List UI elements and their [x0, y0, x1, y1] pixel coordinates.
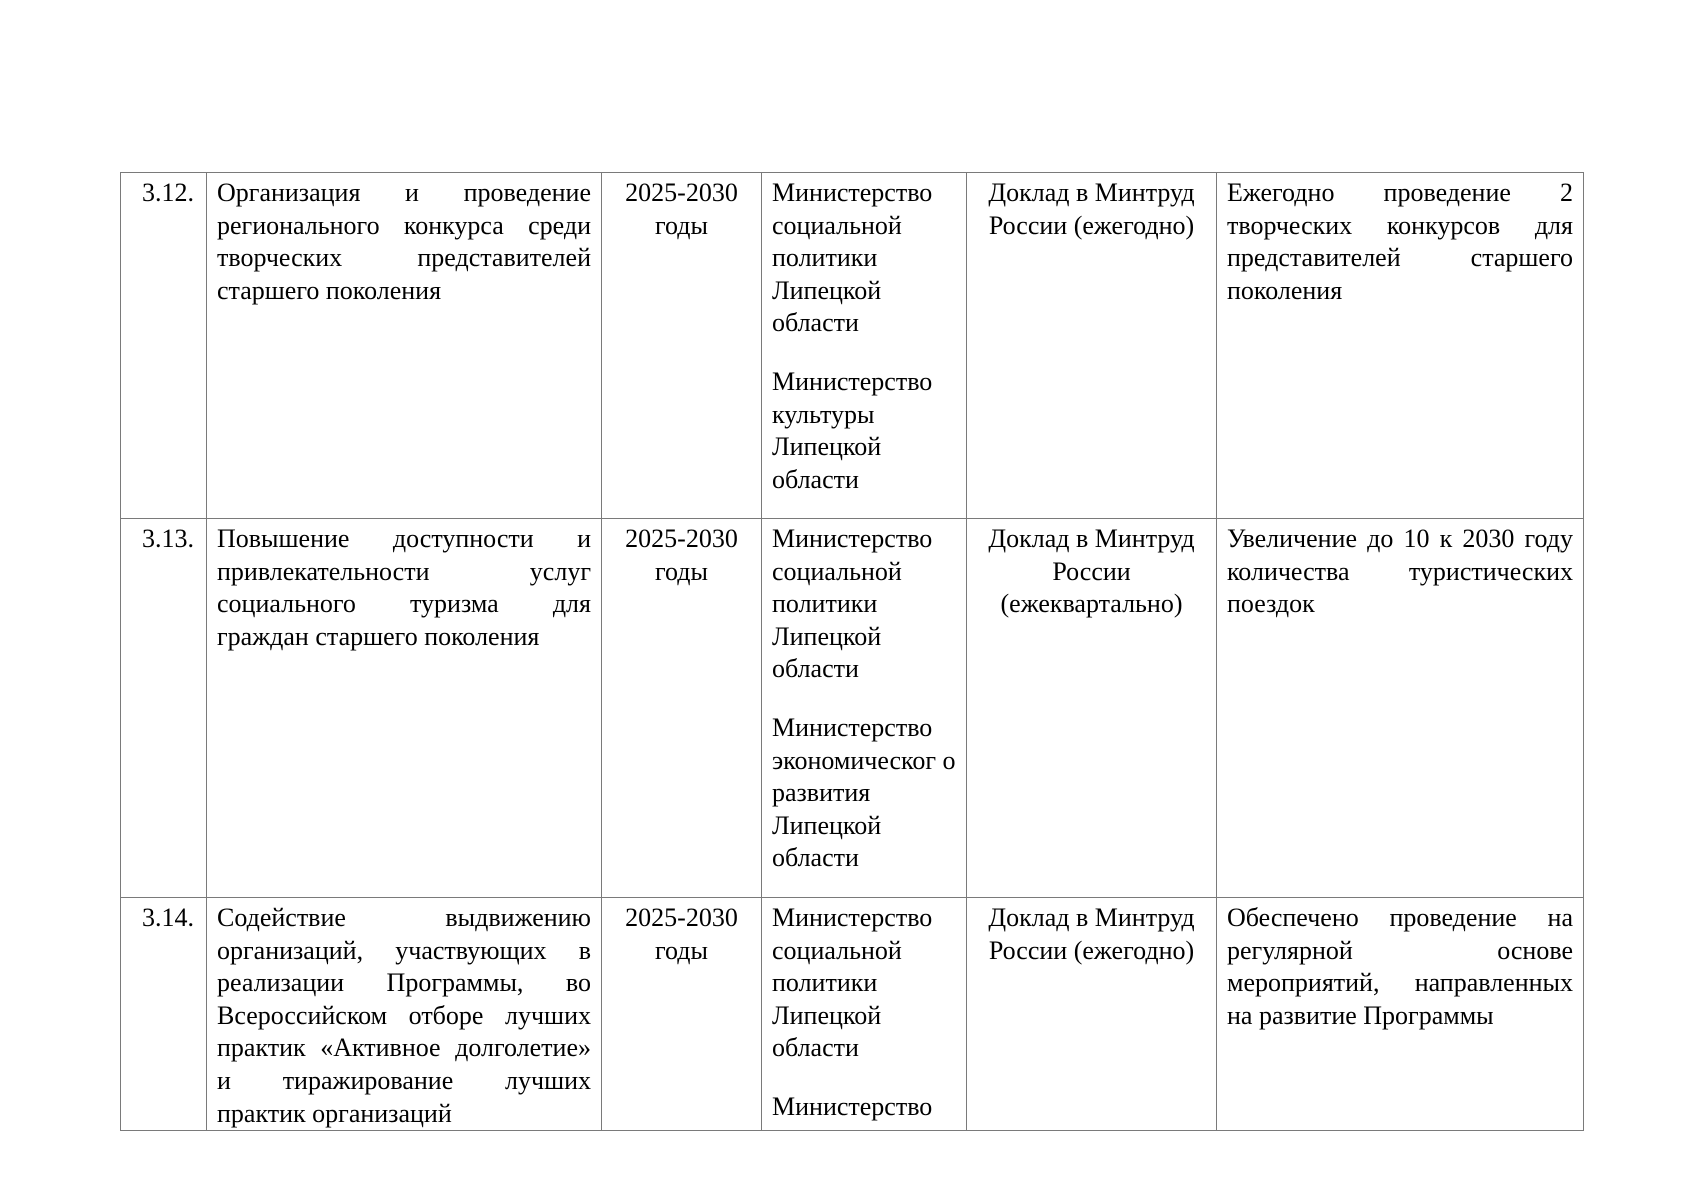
- table-row: [121, 898, 1584, 1131]
- report-cell: Доклад в Минтруд России (ежегодно): [967, 898, 1217, 1131]
- executors-cell: [762, 519, 967, 898]
- event-cell: [207, 519, 602, 898]
- row-number: 3.12.: [121, 173, 207, 519]
- executor: Министерство: [772, 1091, 933, 1121]
- event-text: Содействие выдвижению организаций, участвующих в реализации Программы, во Всероссийском отборе лучших практик «Активное долголетие» и тиражирование лучших практик организаций: [217, 903, 591, 1128]
- row-number: 3.13.: [121, 519, 207, 898]
- term-cell: 2025-2030 годы: [602, 519, 762, 898]
- result-text: Обеспечено проведение на регулярной основе мероприятий, направленных на развитие Программы: [1227, 903, 1573, 1030]
- executor: Министерство экономическог о развития Липецкой области: [772, 712, 956, 873]
- result-cell: [1217, 173, 1584, 519]
- term-cell: 2025-2030 годы: [602, 898, 762, 1131]
- term-cell: 2025-2030 годы: [602, 173, 762, 519]
- event-cell: [207, 898, 602, 1131]
- result-text: Ежегодно проведение 2 творческих конкурсов для представителей старшего поколения: [1227, 178, 1573, 305]
- report-cell: Доклад в Минтруд России (ежеквартально): [967, 519, 1217, 898]
- result-cell: [1217, 898, 1584, 1131]
- result-text: Увеличение до 10 к 2030 году количества туристических поездок: [1227, 524, 1573, 619]
- event-cell: [207, 173, 602, 519]
- measures-table: [120, 172, 1584, 1131]
- executor: Министерство культуры Липецкой области: [772, 366, 933, 494]
- report-cell: Доклад в Минтруд России (ежегодно): [967, 173, 1217, 519]
- event-text: Повышение доступности и привлекательности услуг социального туризма для граждан старшего поколения: [217, 524, 591, 651]
- executor: Министерство социальной политики Липецкой области: [772, 524, 933, 684]
- table-row: [121, 519, 1584, 898]
- executor: Министерство социальной политики Липецкой области: [772, 178, 933, 338]
- row-number: 3.14.: [121, 898, 207, 1131]
- result-cell: [1217, 519, 1584, 898]
- executor: Министерство социальной политики Липецкой области: [772, 903, 933, 1063]
- executors-cell: [762, 173, 967, 519]
- executors-cell: [762, 898, 967, 1131]
- table-row: [121, 173, 1584, 519]
- event-text: Организация и проведение регионального конкурса среди творческих представителей старшего поколения: [217, 178, 591, 305]
